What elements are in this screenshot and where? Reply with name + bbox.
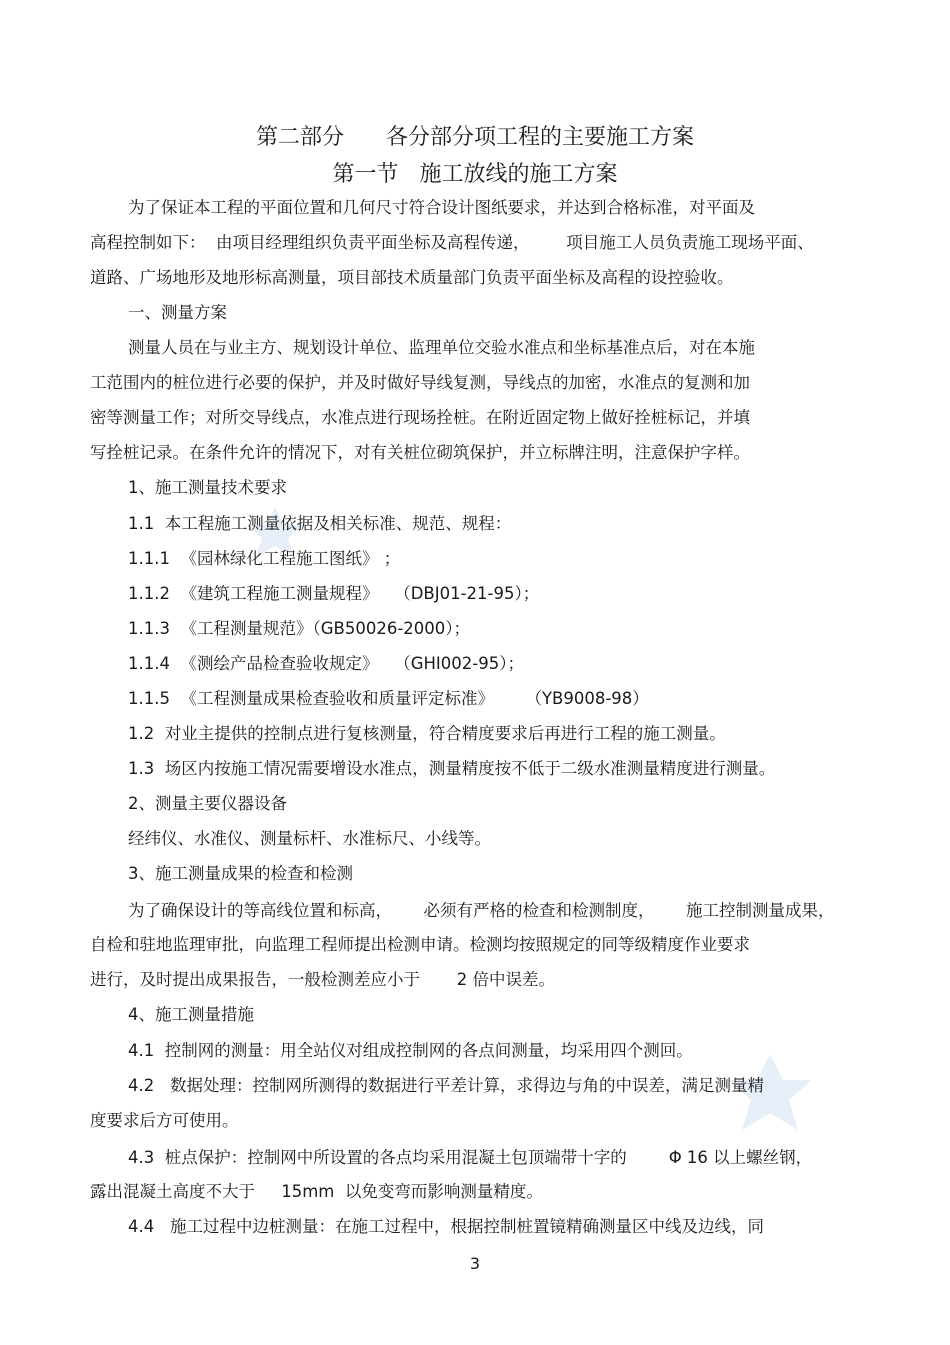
body-line: 高程控制如下： 由项目经理组织负责平面坐标及高程传递， 项目施工人员负责施工现场平面、	[90, 233, 814, 252]
body-line: 1.1 本工程施工测量依据及相关标准、规范、规程：	[128, 514, 512, 533]
body-line: 为了确保设计的等高线位置和标高， 必须有严格的检查和检测制度， 施工控制测量成果，	[128, 901, 835, 920]
body-line: 自检和驻地监理审批，向监理工程师提出检测申请。检测均按照规定的同等级精度作业要求	[90, 935, 750, 954]
body-line: 4.3 桩点保护：控制网中所设置的各点均采用混凝土包顶端带十字的 Φ 16 以上螺丝钢，	[128, 1148, 813, 1167]
section-heading: 1、施工测量技术要求	[128, 478, 287, 497]
body-line: 1.1.1 《园林绿化工程施工图纸》 ；	[128, 549, 401, 568]
page-number: 3	[469, 1254, 481, 1273]
body-line: 4.1 控制网的测量：用全站仪对组成控制网的各点间测量，均采用四个测回。	[128, 1041, 693, 1060]
body-line: 1.1.5 《工程测量成果检查验收和质量评定标准》 （YB9008-98）	[128, 689, 649, 708]
body-line: 1.3 场区内按施工情况需要增设水准点，测量精度按不低于二级水准测量精度进行测量。	[128, 759, 776, 778]
body-line: 4.2 数据处理：控制网所测得的数据进行平差计算，求得边与角的中误差，满足测量精	[128, 1076, 764, 1095]
section-heading: 2、测量主要仪器设备	[128, 794, 287, 813]
body-line: 写拴桩记录。在条件允许的情况下，对有关桩位砌筑保护，并立标牌注明，注意保护字样。	[90, 443, 750, 462]
watermark-logo-right	[715, 1050, 825, 1160]
body-line: 1.2 对业主提供的控制点进行复核测量，符合精度要求后再进行工程的施工测量。	[128, 724, 726, 743]
body-line: 经纬仪、水准仪、测量标杆、水准标尺、小线等。	[128, 829, 491, 848]
section-heading: 3、施工测量成果的检查和检测	[128, 864, 353, 883]
body-line: 1.1.2 《建筑工程施工测量规程》 （DBJ01-21-95）；	[128, 584, 540, 603]
body-line: 1.1.4 《测绘产品检查验收规定》 （GHI002-95）；	[128, 654, 524, 673]
body-line: 测量人员在与业主方、规划设计单位、监理单位交验水准点和坐标基准点后，对在本施	[128, 338, 755, 357]
part-title: 第二部分 各分部分项工程的主要施工方案	[256, 125, 694, 150]
body-line: 进行，及时提出成果报告，一般检测差应小于 2 倍中误差。	[90, 970, 555, 989]
body-line: 密等测量工作；对所交导线点，水准点进行现场拴桩。在附近固定物上做好拴桩标记，并填	[90, 408, 750, 427]
section-title: 第一节 施工放线的施工方案	[332, 162, 618, 187]
body-line: 工范围内的桩位进行必要的保护，并及时做好导线复测，导线点的加密，水准点的复测和加	[90, 373, 750, 392]
body-line: 1.1.3 《工程测量规范》（GB50026-2000）；	[128, 619, 471, 638]
body-line: 度要求后方可使用。	[90, 1111, 239, 1130]
section-heading: 4、施工测量措施	[128, 1005, 254, 1024]
body-line: 道路、广场地形及地形标高测量，项目部技术质量部门负责平面坐标及高程的设控验收。	[90, 268, 734, 287]
body-line: 露出混凝土高度不大于 15mm 以免变弯而影响测量精度。	[90, 1182, 543, 1201]
section-heading: 一、测量方案	[128, 303, 227, 322]
body-line: 为了保证本工程的平面位置和几何尺寸符合设计图纸要求，并达到合格标准，对平面及	[128, 198, 755, 217]
body-line: 4.4 施工过程中边桩测量：在施工过程中，根据控制桩置镜精确测量区中线及边线，同	[128, 1217, 764, 1236]
